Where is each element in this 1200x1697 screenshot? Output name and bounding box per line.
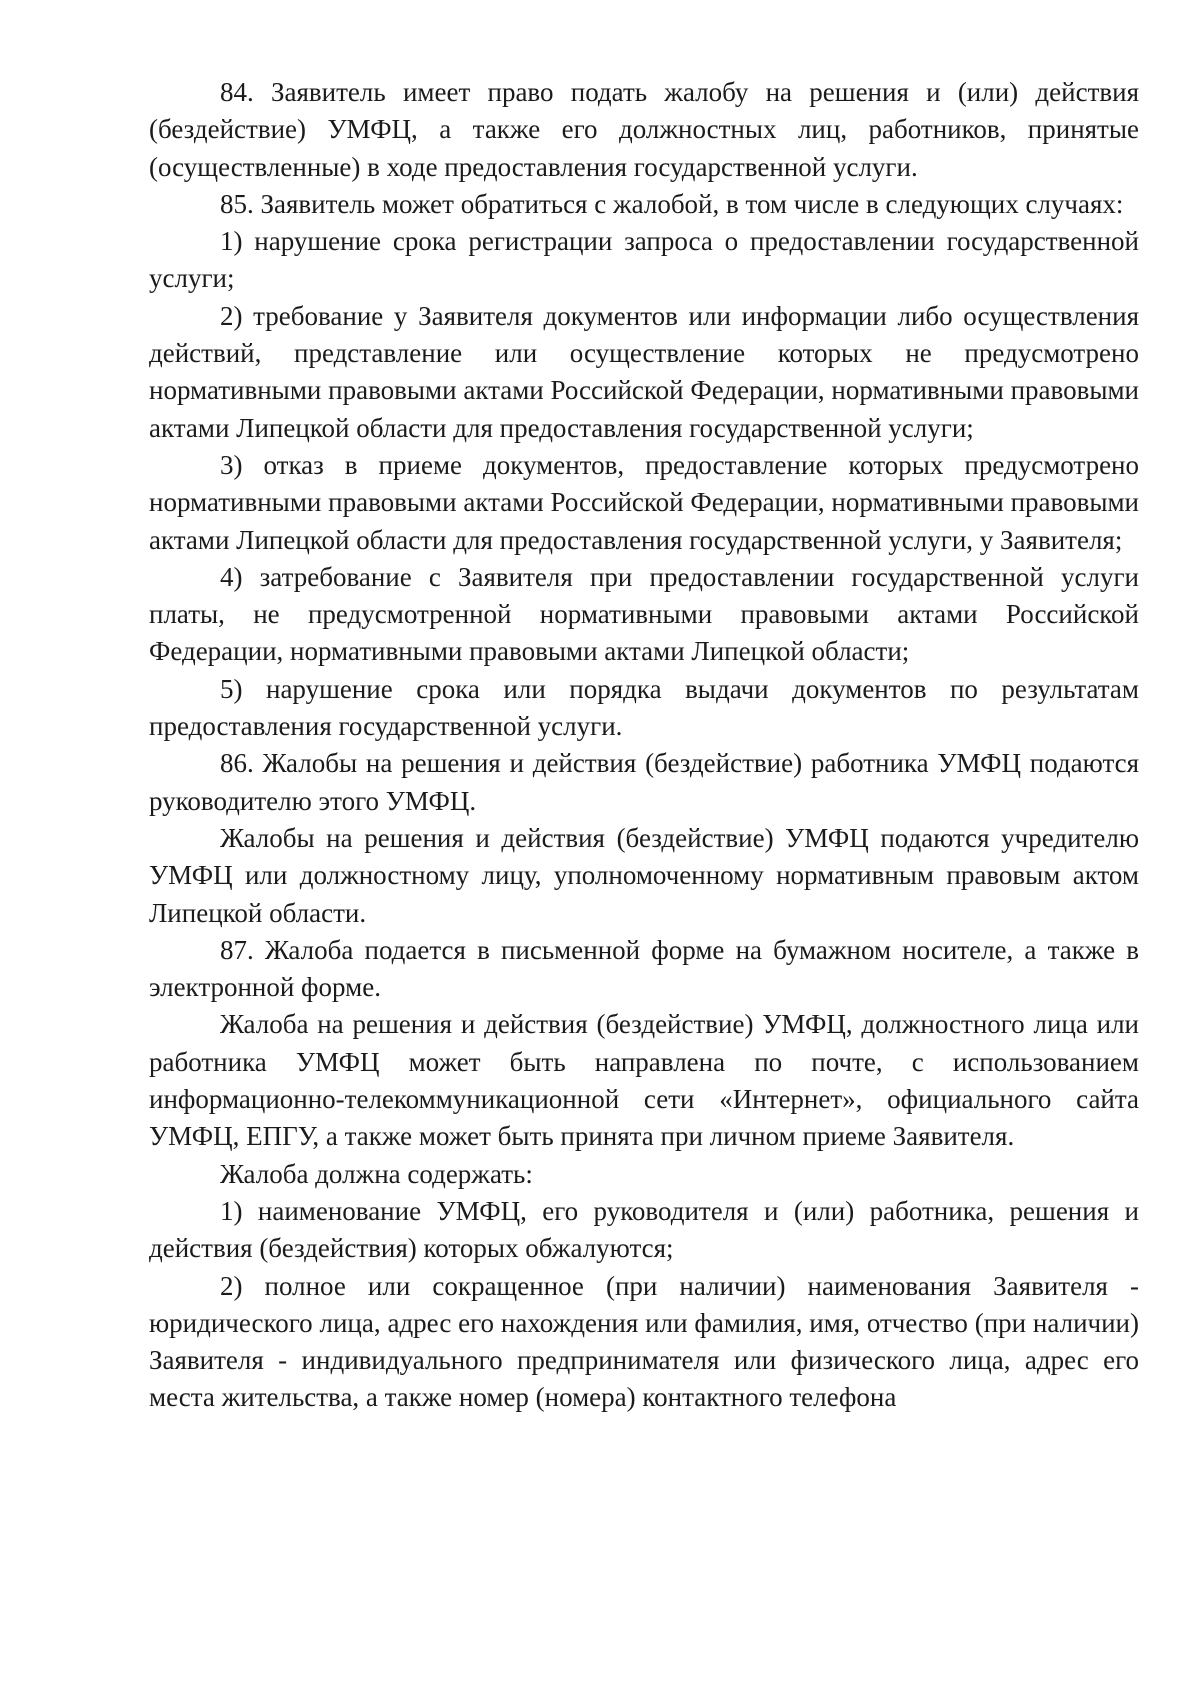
paragraph-85-item-1: 1) нарушение срока регистрации запроса о предоставлении государственной услуги; bbox=[149, 226, 1139, 294]
paragraph-87-contents-intro: Жалоба должна содержать: bbox=[220, 1158, 533, 1189]
paragraph-85-item-2: 2) требование у Заявителя документов или информации либо осуществления действий, представление или осуществление которых не предусмотрено нормативными правовыми актами Российской Федерации, нормативными правовыми актами Липецкой области для предоставления государственной услуги; bbox=[149, 300, 1139, 443]
paragraph-85-item-4: 4) затребование с Заявителя при предоставлении государственной услуги платы, не предусмотренной нормативными правовыми актами Российской Федерации, нормативными правовыми актами Липецкой области; bbox=[149, 561, 1139, 667]
paragraph-87-contents-item-2: 2) полное или сокращенное (при наличии) наименования Заявителя - юридического лица, адрес его нахождения или фамилия, имя, отчество (при наличии) Заявителя - индивидуального предпринимателя или физического лица, адрес его места жительства, а также номер (номера) контактного телефона bbox=[149, 1270, 1139, 1413]
paragraph-87-delivery: Жалоба на решения и действия (бездействие) УМФЦ, должностного лица или работника УМФЦ может быть направлена по почте, с использованием информационно-телекоммуникационной сети «Интернет», официального сайта УМФЦ, ЕПГУ, а также может быть принята при личном приеме Заявителя. bbox=[149, 1009, 1139, 1152]
document-page bbox=[149, 74, 1139, 1417]
paragraph-85-item-3: 3) отказ в приеме документов, предоставление которых предусмотрено нормативными правовыми актами Российской Федерации, нормативными правовыми актами Липецкой области для предоставления государственной услуги, у Заявителя; bbox=[149, 449, 1139, 555]
paragraph-87-contents-item-1: 1) наименование УМФЦ, его руководителя и (или) работника, решения и действия (бездействия) которых обжалуются; bbox=[149, 1195, 1139, 1264]
paragraph-87: 87. Жалоба подается в письменной форме на бумажном носителе, а также в электронной форме. bbox=[149, 934, 1139, 1003]
paragraph-86: 86. Жалобы на решения и действия (бездействие) работника УМФЦ подаются руководителю этого УМФЦ. bbox=[149, 748, 1139, 816]
paragraph-85: 85. Заявитель может обратиться с жалобой, в том числе в следующих случаях: bbox=[220, 188, 1124, 219]
paragraph-84: 84. Заявитель имеет право подать жалобу на решения и (или) действия (бездействие) УМФЦ, а также его должностных лиц, работников, принятые (осуществленные) в ходе предоставления государственной услуги. bbox=[149, 77, 1139, 182]
paragraph-85-item-5: 5) нарушение срока или порядка выдачи документов по результатам предоставления государственной услуги. bbox=[149, 673, 1139, 742]
paragraph-86-continued: Жалобы на решения и действия (бездействие) УМФЦ подаются учредителю УМФЦ или должностному лицу, уполномоченному нормативным правовым актом Липецкой области. bbox=[149, 822, 1139, 928]
